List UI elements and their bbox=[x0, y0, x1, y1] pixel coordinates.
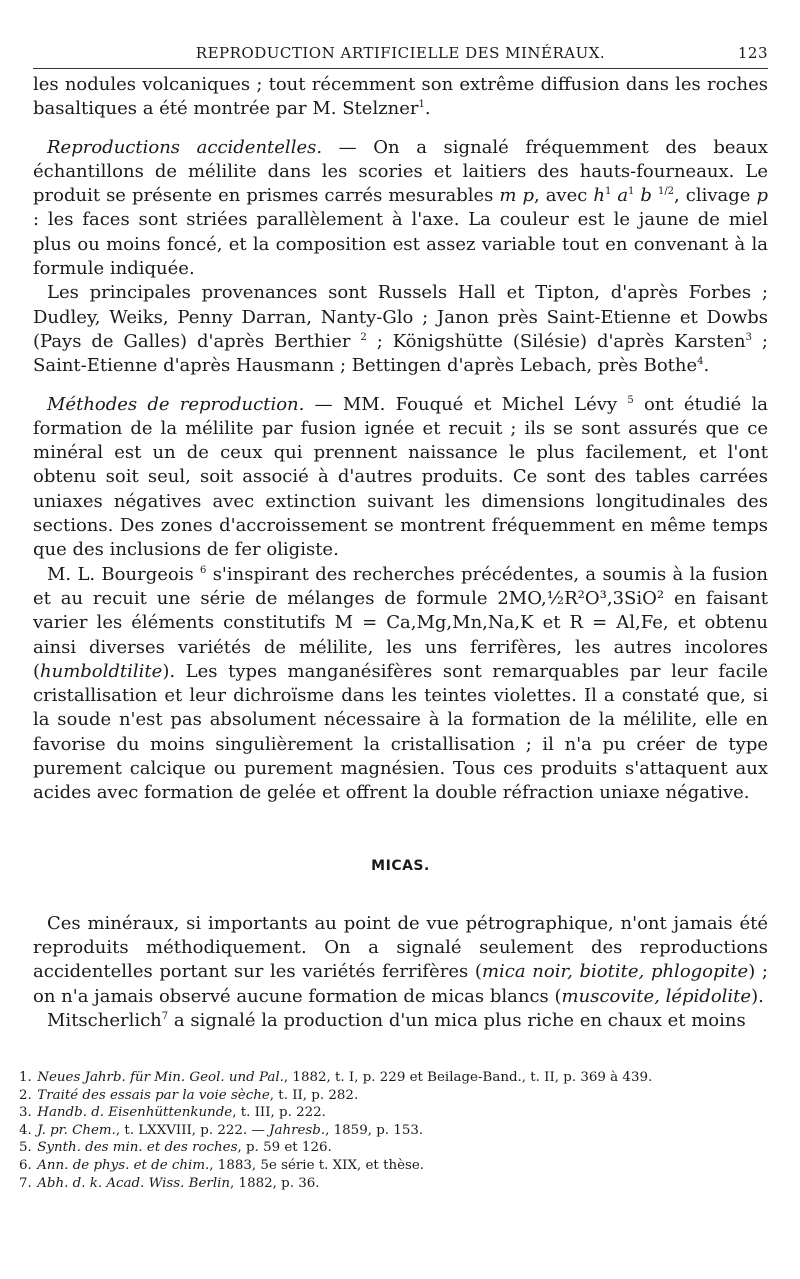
paragraph-methodes: Méthodes de reproduction. — MM. Fouqué et Michel Lévy $^5$ ont étudié la formation de la mélilite par fusion ignée et recuit ; ils se sont assurés que ce minéral est un de ceux qui prennent naissance le plus facilement, et l'ont obtenu soit seul, soit associé à d'autres produits. Ce sont des tables carrées uniaxes négatives avec extinction suivant les dimensions longitudinales des sections. Des zones d'accroissement se montrent fréquemment en même temps que des inclusions de fer oligiste. bbox=[33, 393, 768, 561]
subsection-heading: Méthodes de reproduction. bbox=[47, 393, 305, 415]
footnote-ref-2: 2 bbox=[360, 331, 367, 343]
document-page bbox=[19, 42, 768, 1192]
footnote-3: 3. Handb. d. Eisenhüttenkunde, t. III, p. 222. bbox=[19, 1105, 326, 1121]
paragraph-micas: Ces minéraux, si importants au point de vue pétrographique, n'ont jamais été reproduits méthodiquement. On a signalé seulement des reproductions accidentelles portant sur les variétés ferrifères (mica noir, biotite, phlogopite) ; on n'a jamais observé aucune formation de micas blancs (muscovite, lépidolite). bbox=[33, 912, 768, 1007]
page-number: 123 bbox=[737, 44, 768, 62]
paragraph-provenances: Les principales provenances sont Russels Hall et Tipton, d'après Forbes ; Dudley, Weiks, Penny Darran, Nanty-Glo ; Janon près Saint-Etienne et Dowbs (Pays de Galles) d'après Berthier $^2$ ; Königshütte (Silésie) d'après Karsten$^3$ ; Saint-Etienne d'après Hausmann ; Bettingen d'après Lebach, près Bothe$^4$. bbox=[33, 282, 768, 377]
footnote-7: 7. Abh. d. k. Acad. Wiss. Berlin, 1882, p. 36. bbox=[19, 1175, 320, 1191]
footnotes bbox=[19, 1069, 768, 1192]
footnote-ref-6: 6 bbox=[200, 564, 207, 576]
paragraph-1: les nodules volcaniques ; tout récemment son extrême diffusion dans les roches basaltiques a été montrée par M. Stelzner$^1$. bbox=[33, 74, 768, 120]
paragraph-mitscherlich: Mitscherlich$^7$ a signalé la production d'un mica plus riche en chaux et moins bbox=[47, 1009, 746, 1031]
footnote-1: 1. Neues Jahrb. für Min. Geol. und Pal., 1882, t. I, p. 229 et Beilage-Band., t. II, p. 369 à 439. bbox=[19, 1070, 653, 1086]
running-head bbox=[33, 42, 768, 68]
footnote-5: 5. Synth. des min. et des roches, p. 59 et 126. bbox=[19, 1140, 332, 1156]
footnote-6: 6. Ann. de phys. et de chim., 1883, 5e série t. XIX, et thèse. bbox=[19, 1158, 425, 1174]
footnote-2: 2. Traité des essais par la voie sèche, t. II, p. 282. bbox=[19, 1087, 359, 1103]
running-title: REPRODUCTION ARTIFICIELLE DES MINÉRAUX. bbox=[195, 44, 606, 62]
footnote-ref-4: 4 bbox=[697, 356, 704, 368]
section-title: MICAS. bbox=[371, 857, 430, 874]
footnote-4: 4. J. pr. Chem., t. LXXVIII, p. 222. — Jahresb., 1859, p. 153. bbox=[19, 1122, 424, 1138]
paragraph-reproductions-accidentelles: Reproductions accidentelles. — On a signalé fréquemment des beaux échantillons de mélilite dans les scories et laitiers des hauts-fourneaux. Le produit se présente en prismes carrés mesurables m p, avec $h^1$ $a^1$ b $^{1/2}$, clivage p : les faces sont striées parallèlement à l'axe. La couleur est le jaune de miel plus ou moins foncé, et la composition est assez variable tout en convenant à la formule indiquée. bbox=[33, 136, 768, 280]
footnote-ref-5: 5 bbox=[627, 394, 634, 406]
subsection-heading: Reproductions accidentelles. bbox=[47, 136, 323, 158]
paragraph-bourgeois: M. L. Bourgeois $^6$ s'inspirant des recherches précédentes, a soumis à la fusion et au recuit une série de mélanges de formule 2MO,½R²O³,3SiO² en faisant varier les éléments constitutifs M = Ca,Mg,Mn,Na,K et R = Al,Fe, et obtenu ainsi diverses variétés de mélilite, les uns ferrifères, les autres incolores (humboldtilite). Les types manganésifères sont remarquables par leur facile cristallisation et leur dichroïsme dans les teintes violettes. Il a constaté que, si la soude n'est pas absolument nécessaire à la formation de la mélilite, elle en favorise du moins singulièrement la cristallisation ; il n'a pu créer de type purement calcique ou purement magnésien. Tous ces produits s'attaquent aux acides avec formation de gelée et offrent la double réfraction uniaxe négative. bbox=[33, 563, 768, 804]
footnote-ref-3: 3 bbox=[745, 331, 752, 343]
header-rule bbox=[33, 68, 768, 69]
footnote-ref-7: 7 bbox=[161, 1010, 169, 1022]
footnote-ref-1: 1 bbox=[418, 99, 425, 111]
